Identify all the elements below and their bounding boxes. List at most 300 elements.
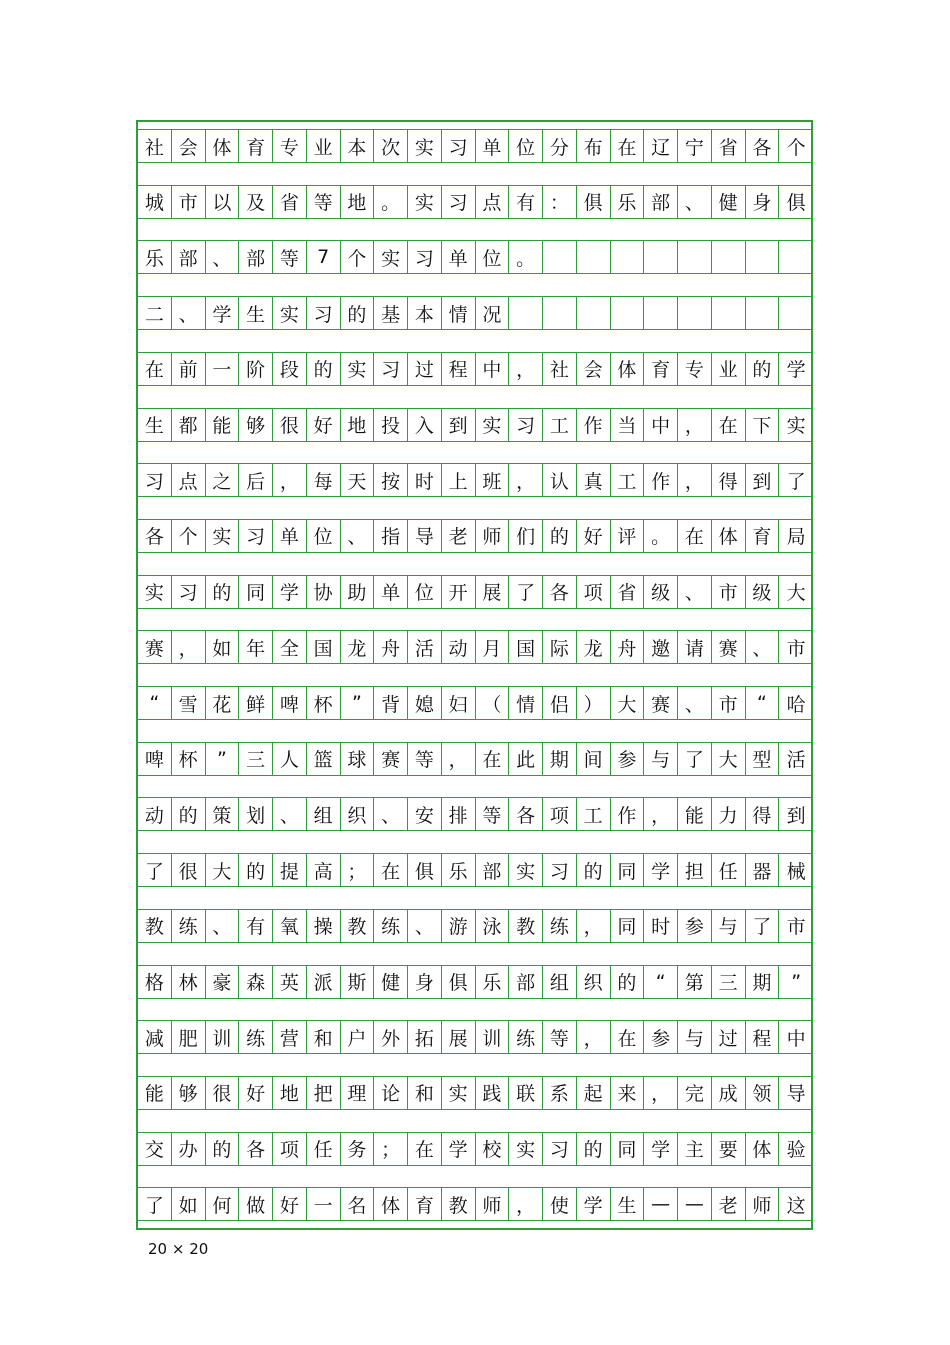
grid-cell: 点 (172, 463, 206, 497)
grid-cell: 年 (239, 630, 273, 664)
grid-cell: 育 (644, 352, 678, 386)
grid-cell: 省 (611, 575, 645, 609)
grid-cell: 实 (442, 1076, 476, 1110)
grid-cell: 来 (611, 1076, 645, 1110)
grid-cell: ” (341, 686, 375, 720)
grid-cell: 教 (138, 909, 172, 943)
grid-cell: 、 (206, 909, 240, 943)
grid-cell: 学 (273, 575, 307, 609)
grid-cell: 各 (138, 519, 172, 553)
grid-cell: 段 (273, 352, 307, 386)
grid-cell: 外 (374, 1020, 408, 1054)
grid-cell: 此 (509, 742, 543, 776)
grid-cell: 情 (509, 686, 543, 720)
grid-cell: 很 (172, 853, 206, 887)
grid-cell: 等 (543, 1020, 577, 1054)
grid-cell: 能 (206, 408, 240, 442)
grid-cell: 后 (239, 463, 273, 497)
grid-cell: 得 (746, 797, 780, 831)
grid-cell: 、 (678, 575, 712, 609)
grid-cell (712, 296, 746, 330)
grid-cell: 之 (206, 463, 240, 497)
grid-cell: 部 (644, 185, 678, 219)
grid-cell: 排 (442, 797, 476, 831)
grid-cell (577, 296, 611, 330)
grid-cell: 等 (476, 797, 510, 831)
grid-cell: 布 (577, 129, 611, 163)
grid-cell: 花 (206, 686, 240, 720)
grid-cell: 使 (543, 1187, 577, 1221)
grid-cell: 位 (509, 129, 543, 163)
grid-cell: 。 (509, 240, 543, 274)
grid-cell: 在 (678, 519, 712, 553)
grid-cell: 教 (509, 909, 543, 943)
grid-cell: 织 (341, 797, 375, 831)
grid-cell: 时 (644, 909, 678, 943)
grid-cell: 分 (543, 129, 577, 163)
grid-cell: 间 (577, 742, 611, 776)
grid-cell: 。 (374, 185, 408, 219)
grid-cell: 安 (408, 797, 442, 831)
grid-cell: 真 (577, 463, 611, 497)
grid-cell: 展 (476, 575, 510, 609)
grid-row (138, 1132, 813, 1166)
grid-cell: 各 (543, 575, 577, 609)
grid-cell: 系 (543, 1076, 577, 1110)
grid-cell: 单 (273, 519, 307, 553)
grid-cell: ， (644, 1076, 678, 1110)
grid-cell: 了 (779, 463, 813, 497)
grid-cell: 过 (712, 1020, 746, 1054)
grid-cell: （ (476, 686, 510, 720)
grid-cell: 单 (476, 129, 510, 163)
grid-cell: 实 (408, 185, 442, 219)
grid-cell: ， (577, 1020, 611, 1054)
grid-cell: 哈 (779, 686, 813, 720)
grid-cell: 作 (644, 463, 678, 497)
grid-row (138, 463, 813, 497)
grid-cell: 等 (408, 742, 442, 776)
grid-cell: 教 (341, 909, 375, 943)
grid-cell: ， (509, 352, 543, 386)
grid-cell: — (678, 1187, 712, 1221)
grid-cell: 等 (307, 185, 341, 219)
grid-cell: 主 (678, 1132, 712, 1166)
grid-cell: 校 (476, 1132, 510, 1166)
grid-cell: 生 (239, 296, 273, 330)
grid-cell: 习 (543, 853, 577, 887)
grid-cell: 体 (206, 129, 240, 163)
grid-cell: 能 (678, 797, 712, 831)
grid-cell: 的 (543, 519, 577, 553)
grid-cell: 生 (138, 408, 172, 442)
grid-cell: 的 (206, 575, 240, 609)
grid-cell: ， (273, 463, 307, 497)
grid-cell: 习 (374, 352, 408, 386)
grid-cell: 上 (442, 463, 476, 497)
grid-cell: 前 (172, 352, 206, 386)
grid-row (138, 797, 813, 831)
grid-cell: ） (577, 686, 611, 720)
grid-cell: 活 (779, 742, 813, 776)
grid-cell: 的 (307, 352, 341, 386)
grid-cell: 训 (476, 1020, 510, 1054)
grid-cell: 习 (307, 296, 341, 330)
grid-row (138, 1076, 813, 1110)
grid-cell: 雪 (172, 686, 206, 720)
grid-cell: 减 (138, 1020, 172, 1054)
grid-cell: 与 (712, 909, 746, 943)
grid-cell: 三 (239, 742, 273, 776)
grid-cell: 身 (746, 185, 780, 219)
grid-cell: 了 (746, 909, 780, 943)
grid-cell: 提 (273, 853, 307, 887)
grid-cell: ， (577, 909, 611, 943)
grid-cell: 交 (138, 1132, 172, 1166)
grid-cell (543, 296, 577, 330)
grid-cell: 导 (408, 519, 442, 553)
grid-cell: 期 (543, 742, 577, 776)
grid-cell: 的 (172, 797, 206, 831)
grid-cell: 在 (611, 129, 645, 163)
grid-cell: 体 (746, 1132, 780, 1166)
grid-cell: 习 (138, 463, 172, 497)
grid-cell: ， (442, 742, 476, 776)
grid-cell: 在 (611, 1020, 645, 1054)
grid-cell: 业 (307, 129, 341, 163)
grid-cell: 好 (307, 408, 341, 442)
grid-cell: 学 (644, 1132, 678, 1166)
grid-cell: 、 (273, 797, 307, 831)
grid-cell: 豪 (206, 965, 240, 999)
grid-row (138, 853, 813, 887)
grid-cell: 领 (746, 1076, 780, 1110)
grid-cell: 实 (408, 129, 442, 163)
grid-cell: 务 (341, 1132, 375, 1166)
grid-cell (746, 296, 780, 330)
grid-cell: ， (644, 797, 678, 831)
grid-cell: 认 (543, 463, 577, 497)
grid-row (138, 630, 813, 664)
grid-cell: 完 (678, 1076, 712, 1110)
grid-cell: 育 (746, 519, 780, 553)
grid-cell: 大 (206, 853, 240, 887)
grid-cell: 本 (341, 129, 375, 163)
grid-cell: 舟 (374, 630, 408, 664)
grid-cell: 得 (712, 463, 746, 497)
grid-cell: 与 (678, 1020, 712, 1054)
grid-cell: 乐 (442, 853, 476, 887)
grid-row (138, 240, 813, 274)
grid-cell: 泳 (476, 909, 510, 943)
grid-cell: “ (746, 686, 780, 720)
grid-cell: 个 (172, 519, 206, 553)
grid-cell: 各 (509, 797, 543, 831)
grid-cell: 。 (644, 519, 678, 553)
grid-cell: 育 (408, 1187, 442, 1221)
grid-cell: 英 (273, 965, 307, 999)
grid-cell: 验 (779, 1132, 813, 1166)
grid-cell: 期 (746, 965, 780, 999)
grid-cell: 有 (509, 185, 543, 219)
grid-cell: 拓 (408, 1020, 442, 1054)
grid-cell: 、 (172, 296, 206, 330)
grid-cell: 中 (476, 352, 510, 386)
grid-cell: 第 (678, 965, 712, 999)
grid-cell: 学 (206, 296, 240, 330)
grid-row (138, 129, 813, 163)
grid-cell: 习 (408, 240, 442, 274)
grid-cell: 户 (341, 1020, 375, 1054)
grid-cell: 同 (611, 909, 645, 943)
grid-cell: 练 (509, 1020, 543, 1054)
grid-cell: 游 (442, 909, 476, 943)
grid-cell: 龙 (577, 630, 611, 664)
grid-cell: 践 (476, 1076, 510, 1110)
grid-cell (779, 296, 813, 330)
grid-cell: 够 (172, 1076, 206, 1110)
grid-cell: 投 (374, 408, 408, 442)
grid-cell: 组 (543, 965, 577, 999)
grid-cell: 很 (273, 408, 307, 442)
grid-row (138, 185, 813, 219)
grid-cell: 联 (509, 1076, 543, 1110)
grid-cell: 体 (374, 1187, 408, 1221)
grid-cell: 当 (611, 408, 645, 442)
grid-cell: 到 (442, 408, 476, 442)
grid-cell: 、 (678, 686, 712, 720)
grid-cell: 及 (239, 185, 273, 219)
grid-cell: 派 (307, 965, 341, 999)
grid-cell: 俱 (442, 965, 476, 999)
grid-cell: 背 (374, 686, 408, 720)
grid-cell: 力 (712, 797, 746, 831)
grid-cell: 月 (476, 630, 510, 664)
grid-cell: 一 (307, 1187, 341, 1221)
grid-cell: 了 (509, 575, 543, 609)
grid-cell: 程 (442, 352, 476, 386)
grid-cell: 担 (678, 853, 712, 887)
grid-cell: 项 (273, 1132, 307, 1166)
grid-cell: 到 (746, 463, 780, 497)
grid-cell: 侣 (543, 686, 577, 720)
grid-cell: 名 (341, 1187, 375, 1221)
manuscript-grid (136, 120, 813, 1230)
grid-cell: 乐 (476, 965, 510, 999)
grid-cell: 参 (678, 909, 712, 943)
grid-cell: 学 (644, 853, 678, 887)
grid-cell: 实 (779, 408, 813, 442)
grid-cell: 如 (206, 630, 240, 664)
grid-cell: 的 (611, 965, 645, 999)
grid-cell: 习 (543, 1132, 577, 1166)
grid-cell: 和 (307, 1020, 341, 1054)
grid-cell: 学 (442, 1132, 476, 1166)
grid-cell: 同 (239, 575, 273, 609)
grid-cell: 和 (408, 1076, 442, 1110)
grid-cell: 项 (543, 797, 577, 831)
grid-cell: 球 (341, 742, 375, 776)
grid-cell: 了 (138, 1187, 172, 1221)
grid-cell (644, 296, 678, 330)
grid-cell: ， (678, 408, 712, 442)
grid-cell: 乐 (611, 185, 645, 219)
grid-cell: 要 (712, 1132, 746, 1166)
grid-cell: ” (779, 965, 813, 999)
grid-cell: 们 (509, 519, 543, 553)
grid-cell: 局 (779, 519, 813, 553)
grid-cell: 在 (408, 1132, 442, 1166)
grid-cell: 本 (408, 296, 442, 330)
grid-cell: 森 (239, 965, 273, 999)
grid-cell: 业 (712, 352, 746, 386)
grid-cell: 俱 (577, 185, 611, 219)
grid-cell (779, 240, 813, 274)
grid-cell: 、 (374, 797, 408, 831)
grid-cell: 如 (172, 1187, 206, 1221)
grid-cell: 程 (746, 1020, 780, 1054)
grid-cell: 地 (341, 408, 375, 442)
grid-cell: 习 (172, 575, 206, 609)
grid-cell: “ (138, 686, 172, 720)
grid-cell: 各 (746, 129, 780, 163)
grid-cell: 参 (611, 742, 645, 776)
grid-cell: 的 (341, 296, 375, 330)
grid-cell: 社 (138, 129, 172, 163)
grid-cell: 市 (712, 686, 746, 720)
grid-cell: ， (509, 463, 543, 497)
grid-cell: 实 (476, 408, 510, 442)
grid-cell: 专 (273, 129, 307, 163)
grid-cell: ， (172, 630, 206, 664)
grid-cell: — (644, 1187, 678, 1221)
grid-cell: 个 (341, 240, 375, 274)
grid-cell: 任 (307, 1132, 341, 1166)
grid-cell: 体 (712, 519, 746, 553)
grid-cell: 部 (509, 965, 543, 999)
grid-cell: 辽 (644, 129, 678, 163)
grid-cell: 工 (611, 463, 645, 497)
grid-cell: 大 (611, 686, 645, 720)
grid-cell: 会 (577, 352, 611, 386)
grid-cell (746, 240, 780, 274)
grid-cell: 各 (239, 1132, 273, 1166)
grid-cell: 部 (239, 240, 273, 274)
grid-cell: 高 (307, 853, 341, 887)
grid-cell: 、 (746, 630, 780, 664)
grid-cell: 动 (442, 630, 476, 664)
grid-cell: 啤 (273, 686, 307, 720)
grid-cell (509, 296, 543, 330)
grid-cell: 练 (543, 909, 577, 943)
grid-cell: ； (374, 1132, 408, 1166)
grid-cell: 在 (374, 853, 408, 887)
grid-cell: 格 (138, 965, 172, 999)
grid-cell: 习 (442, 129, 476, 163)
grid-cell: 7 (307, 240, 341, 274)
grid-cell: 林 (172, 965, 206, 999)
grid-cell: 能 (138, 1076, 172, 1110)
grid-cell: 师 (746, 1187, 780, 1221)
grid-row (138, 686, 813, 720)
grid-cell: 营 (273, 1020, 307, 1054)
grid-cell (611, 296, 645, 330)
grid-cell: 市 (712, 575, 746, 609)
grid-cell: 全 (273, 630, 307, 664)
grid-cell: 时 (408, 463, 442, 497)
grid-cell: 习 (442, 185, 476, 219)
grid-cell: 了 (138, 853, 172, 887)
grid-cell: ： (543, 185, 577, 219)
grid-cell: 好 (239, 1076, 273, 1110)
grid-cell: 每 (307, 463, 341, 497)
grid-cell (611, 240, 645, 274)
grid-cell (678, 296, 712, 330)
grid-cell: 作 (611, 797, 645, 831)
grid-cell: 下 (746, 408, 780, 442)
grid-cell: 的 (746, 352, 780, 386)
grid-cell: 邀 (644, 630, 678, 664)
grid-cell: 大 (779, 575, 813, 609)
grid-cell: 作 (577, 408, 611, 442)
grid-cell: 项 (577, 575, 611, 609)
grid-cell: 健 (712, 185, 746, 219)
grid-cell: 策 (206, 797, 240, 831)
grid-cell (644, 240, 678, 274)
grid-cell: 位 (307, 519, 341, 553)
grid-cell: 阶 (239, 352, 273, 386)
grid-cell: 实 (206, 519, 240, 553)
grid-cell: 市 (779, 909, 813, 943)
grid-cell: 、 (408, 909, 442, 943)
grid-cell: 老 (442, 519, 476, 553)
grid-cell: 练 (239, 1020, 273, 1054)
grid-cell: 活 (408, 630, 442, 664)
grid-cell: 三 (712, 965, 746, 999)
grid-cell: 况 (476, 296, 510, 330)
grid-cell: 动 (138, 797, 172, 831)
grid-cell: 龙 (341, 630, 375, 664)
grid-cell: 篮 (307, 742, 341, 776)
grid-cell: “ (644, 965, 678, 999)
grid-cell: 师 (476, 1187, 510, 1221)
grid-cell: 地 (273, 1076, 307, 1110)
grid-cell: 赛 (138, 630, 172, 664)
grid-cell: 学 (577, 1187, 611, 1221)
grid-cell: 中 (644, 408, 678, 442)
grid-cell: 工 (577, 797, 611, 831)
grid-cell: 都 (172, 408, 206, 442)
grid-row (138, 742, 813, 776)
grid-cell: 实 (138, 575, 172, 609)
grid-cell: 位 (408, 575, 442, 609)
grid-cell: 俱 (779, 185, 813, 219)
grid-cell: 市 (779, 630, 813, 664)
grid-cell: 划 (239, 797, 273, 831)
grid-cell: 单 (374, 575, 408, 609)
grid-cell: 实 (374, 240, 408, 274)
grid-cell: 部 (476, 853, 510, 887)
grid-cell: 以 (206, 185, 240, 219)
grid-row (138, 296, 813, 330)
grid-cell: 协 (307, 575, 341, 609)
grid-cell: 够 (239, 408, 273, 442)
grid-cell: 的 (577, 1132, 611, 1166)
grid-cell (543, 240, 577, 274)
grid-cell: 习 (239, 519, 273, 553)
grid-cell (577, 240, 611, 274)
grid-cell: 了 (678, 742, 712, 776)
